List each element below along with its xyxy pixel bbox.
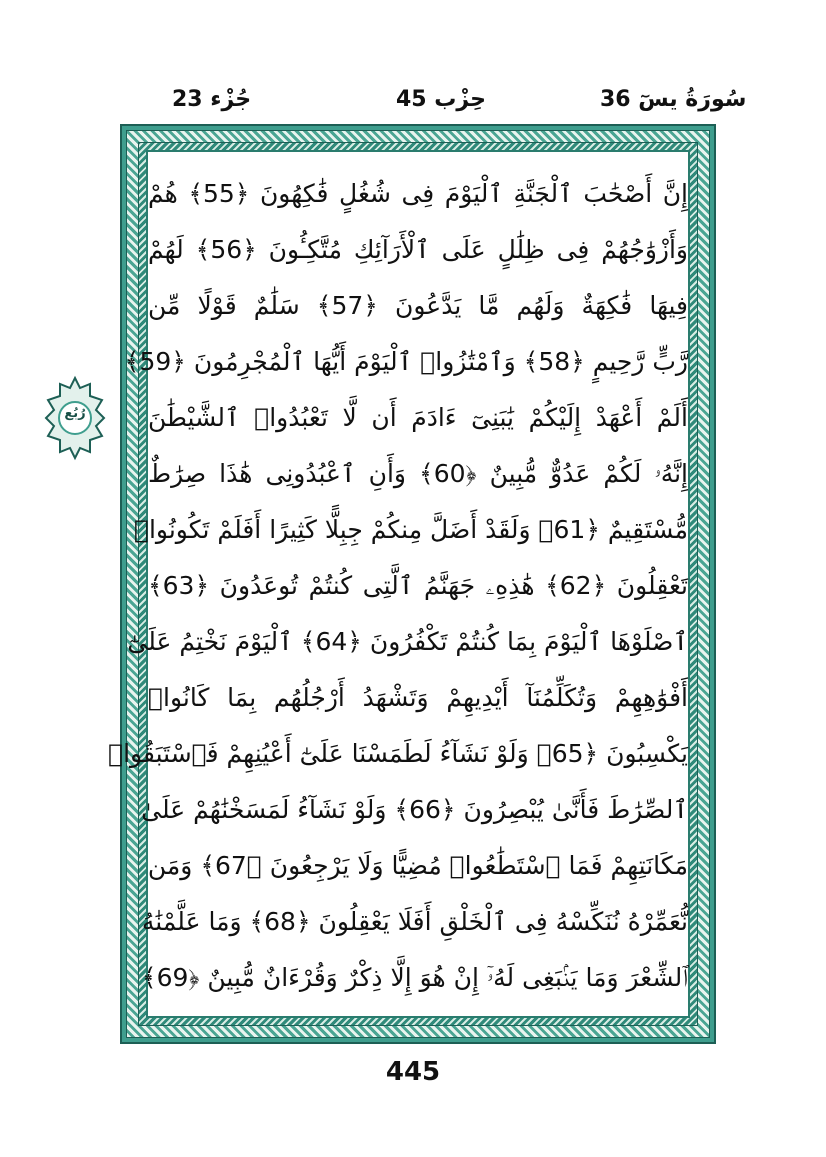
rub-marker-medallion bbox=[44, 376, 106, 460]
hizb-label: حِزْب 45 bbox=[396, 87, 486, 112]
text-line: ٱلشِّعْرَ وَمَا يَنۢبَغِى لَهُۥٓ إِنْ هُوَ إِلَّا ذِكْرٌ وَقُرْءَانٌ مُّبِينٌ ﴿69﴾ bbox=[141, 963, 688, 992]
text-line: أَلَمْ أَعْهَدْ إِلَيْكُمْ يَٰبَنِىٓ ءَادَمَ أَن لَّا تَعْبُدُوا۟ ٱلشَّيْطَٰنَ bbox=[148, 403, 688, 432]
text-line: رَّبٍّ رَّحِيمٍ ﴿58﴾ وَٱمْتَٰزُوا۟ ٱلْيَوْمَ أَيُّهَا ٱلْمُجْرِمُونَ ﴿59﴾ bbox=[124, 347, 688, 376]
page-number: 445 bbox=[385, 1057, 441, 1087]
text-line: إِنَّهُۥ لَكُمْ عَدُوٌّ مُّبِينٌ ﴿60﴾ وَأَنِ ٱعْبُدُونِى هَٰذَا صِرَٰطٌ bbox=[148, 459, 689, 488]
verse-lines bbox=[108, 166, 689, 996]
text-line: مَكَانَتِهِمْ فَمَا ٱسْتَطَٰعُوا۟ مُضِيًّا وَلَا يَرْجِعُونَ ﴿67﴾ وَمَن bbox=[147, 851, 688, 880]
text-line: مُّسْتَقِيمٌ ﴿61﴾ وَلَقَدْ أَضَلَّ مِنكُمْ جِبِلًّا كَثِيرًا أَفَلَمْ تَكُونُوا۟ bbox=[133, 515, 688, 544]
text-line: يَكْسِبُونَ ﴿65﴾ وَلَوْ نَشَآءُ لَطَمَسْنَا عَلَىٰٓ أَعْيُنِهِمْ فَٱسْتَبَقُوا۟ bbox=[108, 739, 688, 768]
text-line: إِنَّ أَصْحَٰبَ ٱلْجَنَّةِ ٱلْيَوْمَ فِى شُغُلٍ فَٰكِهُونَ ﴿55﴾ هُمْ bbox=[148, 179, 688, 208]
text-line: نُّعَمِّرْهُ نُنَكِّسْهُ فِى ٱلْخَلْقِ أَفَلَا يَعْقِلُونَ ﴿68﴾ وَمَا عَلَّمْنَٰهُ bbox=[141, 907, 688, 936]
text-line: أَفْوَٰهِهِمْ وَتُكَلِّمُنَآ أَيْدِيهِمْ وَتَشْهَدُ أَرْجُلُهُم بِمَا كَانُوا۟ bbox=[148, 683, 688, 712]
page-header bbox=[0, 84, 826, 124]
text-line: وَأَزْوَٰجُهُمْ فِى ظِلَٰلٍ عَلَى ٱلْأَرَآئِكِ مُتَّكِـُٔونَ ﴿56﴾ لَهُمْ bbox=[148, 235, 689, 264]
text-line: فِيهَا فَٰكِهَةٌ وَلَهُم مَّا يَدَّعُونَ ﴿57﴾ سَلَٰمٌ قَوْلًا مِّن bbox=[148, 291, 688, 320]
juz-label: جُزْء 23 bbox=[172, 87, 252, 112]
text-line: ٱصْلَوْهَا ٱلْيَوْمَ بِمَا كُنتُمْ تَكْفُرُونَ ﴿64﴾ ٱلْيَوْمَ نَخْتِمُ عَلَىٰٓ bbox=[127, 627, 688, 656]
medallion-text: رُبُع bbox=[64, 406, 86, 421]
text-line: تَعْقِلُونَ ﴿62﴾ هَٰذِهِۦ جَهَنَّمُ ٱلَّتِى كُنتُمْ تُوعَدُونَ ﴿63﴾ bbox=[148, 571, 688, 600]
surah-label: 36 سُورَةُ يسٓ bbox=[600, 87, 747, 112]
text-line: ٱلصِّرَٰطَ فَأَنَّىٰ يُبْصِرُونَ ﴿66﴾ وَلَوْ نَشَآءُ لَمَسَخْنَٰهُمْ عَلَىٰ bbox=[141, 795, 688, 824]
